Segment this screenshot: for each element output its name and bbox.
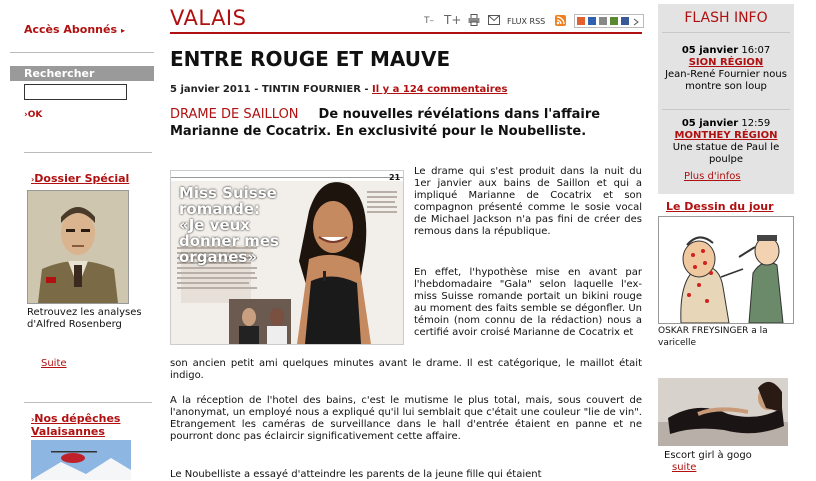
divider [24,402,152,403]
divider [662,32,790,33]
rss-icon[interactable] [555,15,566,29]
print-icon[interactable] [468,14,480,29]
divider [10,52,154,53]
flash-item-date: 05 janvier [681,118,739,129]
article-toolbar [424,13,646,32]
article-kicker: DRAME DE SAILLON [170,107,299,122]
depeches-chevron-icon: › [31,415,35,424]
cartoon-image[interactable] [658,216,794,324]
text-larger-label: T [444,13,452,27]
flash-item-date: 05 janvier [681,45,739,56]
article-byline [170,84,507,95]
email-icon[interactable] [488,15,500,28]
byline-text: 5 janvier 2011 - TINTIN FOURNIER - [170,84,373,95]
escort-caption [664,450,752,474]
dessin-du-jour-title[interactable]: Le Dessin du jour [666,200,774,213]
article-paragraph-3: A la réception de l'hotel des bains, c'est le mutisme le plus total, mais, sous couvert de l'anonymat, un employé nous a expliqué qu'il lui semblait que c'était une couleur "lie de vin". Etrangement les caméras de surveillance dans le hall d'entrée étaient en panne et ne pourront donc pas éclaircir significativement cette affaire. [170,395,642,442]
text-larger-button[interactable]: T+ [444,13,462,27]
flash-item-text[interactable]: Une statue de Paul le poulpe [672,142,780,165]
search-input[interactable] [24,84,127,100]
plus-infos-link[interactable]: Plus d'infos [684,171,741,182]
article-paragraph-2-continued: son ancien petit ami quelques minutes avant le drame. Il est catégorique, le maillot était indigo. [170,358,642,381]
flash-item-region-link[interactable]: MONTHEY RÉGION [674,130,778,141]
photo-page-number: 21 [389,173,401,182]
flash-item-time: 16:07 [741,45,771,56]
dossier-special-text: Retrouvez les analyses d'Alfred Rosenberg [27,307,142,330]
flash-item-text[interactable]: Jean-René Fournier nous montre son loup [665,69,787,92]
dossier-special-title[interactable] [31,172,129,185]
photo-headline: Miss Suisse romande: «Je veux donner mes organes» [179,184,279,266]
divider [662,109,790,110]
article-paragraph-2: En effet, l'hypothèse mise en avant par l'hebdomadaire "Gala" selon laquelle l'ex-miss Suisse romande portait un bikini rouge au moment des faits semble se dégonfler. Un témoin (nom connu de la rédaction) nous a certifié avoir croisé Marianne de Cocatrix et [414,267,642,338]
flash-item-region-link[interactable]: SION RÉGION [688,57,764,68]
helicopter-image[interactable] [31,440,131,480]
section-underline [170,32,642,34]
share-icon[interactable] [574,14,644,31]
ok-label: OK [27,110,43,120]
chevron-right-icon: ▸ [121,26,126,35]
text-smaller-button[interactable]: T– [424,16,434,26]
lead-text: De nouvelles révélations dans l'affaire Marianne de Cocatrix. En exclusivité pour le Noubelliste. [170,107,601,139]
article-headline: ENTRE ROUGE ET MAUVE [170,47,451,71]
flash-item [658,118,794,166]
divider [24,152,152,153]
chevron-right-icon: › [24,110,28,120]
flash-item-datetime [658,118,794,130]
dossier-special-label: Dossier Spécial [34,172,130,185]
article-photo[interactable] [170,170,404,345]
rss-link[interactable]: FLUX RSS [507,17,546,26]
article-paragraph-4: Le Noubelliste a essayé d'atteindre les parents de la jeune fille qui étaient [170,469,542,480]
depeches-valaisannes-title[interactable] [31,413,141,438]
search-heading: Rechercher [10,66,154,81]
search-ok-button[interactable] [24,110,42,120]
comments-link[interactable]: Il y a 124 commentaires [372,84,508,95]
flash-info-title: FLASH INFO [684,10,768,26]
article-paragraph-1: Le drame qui s'est produit dans la nuit du 1er janvier aux bains de Saillon et qui a impliqué Marianne de Cocatrix et son compagnon présenté comme le sosie vocal de Michael Jackson n'a pas fini de créer des remous dans la république. [414,166,642,237]
dossier-chevron-icon: › [31,175,35,184]
flash-item [658,45,794,93]
escort-suite-link[interactable]: suite [672,462,697,473]
dossier-suite-link[interactable]: Suite [41,358,67,369]
escort-caption-text: Escort girl à gogo [664,450,752,461]
depeches-valaisannes-label: Nos dépêches Valaisannes [31,412,121,438]
acces-abonnes-label: Accès Abonnés [24,23,118,36]
cartoon-caption: OSKAR FREYSINGER a la varicelle [658,326,768,348]
dossier-portrait-image[interactable] [27,190,129,304]
flash-item-datetime [658,45,794,57]
acces-abonnes-link[interactable] [24,23,125,36]
flash-item-time: 12:59 [741,118,771,129]
escort-image[interactable] [658,378,788,446]
article-lead [170,106,610,140]
section-title: VALAIS [170,6,247,30]
text-smaller-label: T [424,16,430,26]
